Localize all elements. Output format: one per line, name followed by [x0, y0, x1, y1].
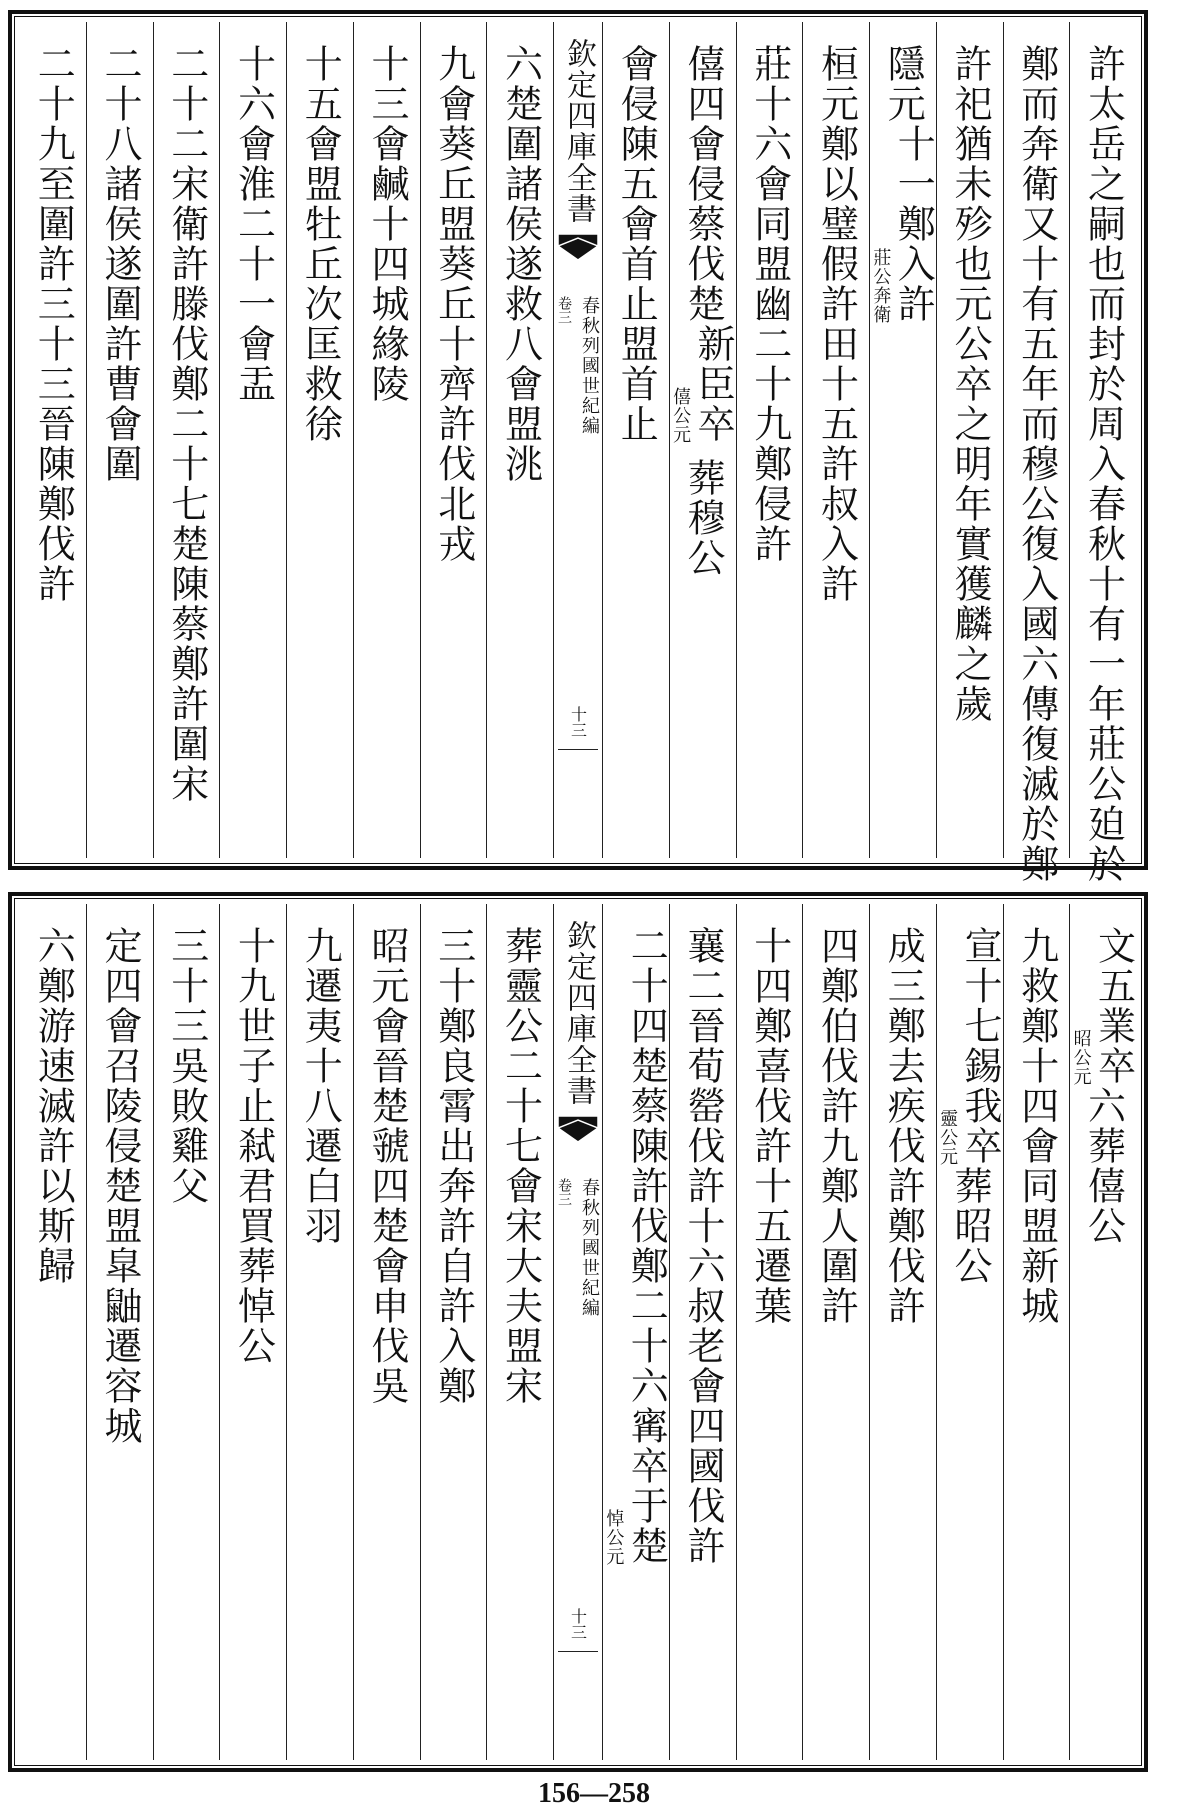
entry-text: 二十二宋衛許滕伐鄭二十七楚陳蔡鄭許圍宋 [164, 44, 209, 804]
text-column [936, 904, 1003, 1760]
text-column [602, 22, 669, 858]
text-column [86, 904, 153, 1760]
text-column [869, 22, 936, 858]
column-stack [231, 926, 276, 1760]
entry-text: 莊十六會同盟幽 [747, 44, 792, 324]
entry-row [431, 324, 476, 564]
leaf-number: 十三 [568, 1608, 588, 1640]
entry-text: 二十七會宋 [498, 1046, 543, 1246]
entry-row [814, 364, 859, 604]
entry-text: 會侵陳 [614, 44, 659, 164]
column-stack [937, 926, 1002, 1760]
entry-text: 大夫盟宋 [498, 1246, 543, 1406]
work-title: 春秋列國世紀編 [579, 1178, 600, 1318]
entry-row [364, 204, 409, 404]
annotation-note: 僖公元 [670, 387, 692, 444]
entry-text: 僖四會侵蔡伐楚 [681, 44, 726, 324]
entry-text: 隱元 [881, 44, 926, 124]
column-stack [498, 926, 543, 1760]
entry-row [30, 284, 75, 604]
column-stack [1014, 926, 1059, 1760]
text-column [153, 904, 220, 1760]
entry-text: 襄二晉荀罃伐許 [681, 926, 726, 1206]
column-stack [814, 926, 859, 1760]
entry-row [747, 324, 792, 564]
entry-text: 許太岳之嗣也而封於周入春秋十有一年莊公廹於 [1081, 44, 1126, 884]
entry-row [747, 44, 792, 324]
fishtail-mark-icon [558, 1116, 598, 1142]
text-column [1069, 22, 1136, 884]
text-column [86, 22, 153, 858]
entry-text: 九救鄭 [1014, 926, 1059, 1046]
column-stack [670, 44, 735, 858]
entry-text: 成三鄭去疾伐許 [881, 926, 926, 1206]
entry-text: 桓元鄭以璧假許田 [814, 44, 859, 364]
text-column [669, 904, 736, 1760]
column-stack [747, 926, 792, 1760]
text-column [420, 22, 487, 858]
entry-text: 盟首止 [614, 324, 659, 444]
text-column [802, 904, 869, 1760]
entry-text: 十四會同盟新城 [1014, 1046, 1059, 1326]
entry-text: 二十九至圍許 [31, 44, 76, 284]
entry-row [498, 44, 543, 324]
entry-row [1014, 44, 1059, 884]
entry-row [364, 1326, 409, 1406]
entry-text: 四楚會申 [365, 1166, 410, 1326]
upper-columns [20, 22, 1136, 884]
entry-row [680, 44, 725, 324]
column-stack [947, 44, 992, 858]
gutter-rule [558, 749, 598, 750]
entry-text: 十六叔老會四國伐許 [681, 1206, 726, 1566]
annotation-note: 悼公元 [603, 1509, 625, 1566]
column-stack [680, 926, 725, 1760]
lower-columns [20, 904, 1136, 1760]
column-stack [814, 44, 859, 858]
entry-row [613, 324, 658, 444]
entry-text: 昭元會晉楚虢 [365, 926, 410, 1166]
entry-row [97, 1326, 142, 1446]
entry-text: 宣十七錫我卒 [957, 926, 1002, 1166]
column-stack [1014, 44, 1059, 884]
entry-text: 許祀猶未殄也元公卒之明年實獲麟之歲 [948, 44, 993, 724]
entry-text: 葬悼公 [231, 1246, 276, 1366]
entry-row [498, 1046, 543, 1246]
column-stack [297, 926, 342, 1760]
entry-text: 六葬僖公 [1081, 1086, 1126, 1246]
entry-row [814, 1126, 859, 1326]
entry-text: 六楚圍諸侯遂救 [498, 44, 543, 324]
entry-row [680, 926, 725, 1206]
juan-label: 卷三 [556, 296, 572, 324]
annotation-note: 靈公元 [937, 1109, 959, 1166]
entry-text: 三十三吳敗雞父 [164, 926, 209, 1206]
center-gutter [553, 22, 602, 858]
text-column [602, 904, 669, 1760]
text-column [486, 22, 553, 858]
column-stack [30, 926, 75, 1760]
lower-page [8, 892, 1148, 1772]
entry-text: 九鄭人圍許 [814, 1126, 859, 1326]
entry-row [747, 926, 792, 1166]
entry-row [231, 926, 276, 1246]
column-stack [364, 926, 409, 1760]
entry-row [431, 44, 476, 324]
entry-row [947, 44, 992, 724]
entry-row [814, 44, 859, 364]
text-column [219, 904, 286, 1760]
entry-row [880, 44, 925, 124]
entry-text: 文五業卒 [1091, 926, 1136, 1086]
text-column [1003, 22, 1070, 884]
entry-text: 十四城緣陵 [365, 204, 410, 404]
text-column [153, 22, 220, 858]
fishtail-mark-icon [558, 234, 598, 260]
center-gutter [553, 904, 602, 1760]
entry-row [297, 44, 342, 444]
column-stack [97, 926, 142, 1760]
entry-row [164, 44, 209, 804]
entry-row [604, 926, 669, 1566]
entry-row [1071, 926, 1136, 1086]
column-stack [604, 926, 669, 1760]
annotation-note: 昭公元 [1070, 1029, 1092, 1086]
column-stack [431, 44, 476, 858]
entry-text: 三十三晉陳鄭伐許 [31, 284, 76, 604]
column-stack [30, 44, 75, 858]
work-title-block [554, 296, 602, 436]
entry-text: 十八遷白羽 [298, 1046, 343, 1246]
page-number: 156—258 [538, 1778, 650, 1809]
column-stack [871, 44, 936, 858]
entry-row [1081, 1086, 1126, 1246]
entry-row [880, 1206, 925, 1326]
text-column [353, 904, 420, 1760]
entry-text: 十三會鹹 [365, 44, 410, 204]
column-stack [1071, 926, 1136, 1760]
work-title: 春秋列國世紀編 [579, 296, 600, 436]
entry-row [231, 204, 276, 404]
entry-row [1014, 1046, 1059, 1326]
text-column [1069, 904, 1136, 1760]
column-stack [297, 44, 342, 858]
entry-text: 葬穆公 [681, 458, 726, 578]
entry-row [364, 44, 409, 204]
column-stack [747, 44, 792, 858]
leaf-number: 十三 [568, 706, 588, 738]
text-column [20, 904, 86, 1760]
entry-text: 十一鄭入許 [891, 124, 936, 324]
entry-row [613, 164, 658, 324]
entry-text: 十五會盟牡丘次匡救徐 [298, 44, 343, 444]
entry-row [680, 1206, 725, 1566]
entry-row [814, 926, 859, 1126]
entry-text: 十四鄭喜伐許 [747, 926, 792, 1166]
text-column [286, 904, 353, 1760]
annotation-note: 莊公奔衛 [870, 248, 892, 324]
entry-row [364, 926, 409, 1166]
entry-text: 十五遷葉 [747, 1166, 792, 1326]
entry-row [937, 926, 1002, 1166]
entry-text: 伐吳 [365, 1326, 410, 1406]
entry-text: 葬靈公 [498, 926, 543, 1046]
column-stack [880, 926, 925, 1760]
entry-text: 十九世子止弒君買 [231, 926, 276, 1246]
column-stack [613, 44, 658, 858]
entry-text: 二十一會盂 [231, 204, 276, 404]
column-stack [498, 44, 543, 858]
juan-label: 卷三 [556, 1178, 572, 1206]
text-column [736, 22, 803, 858]
entry-row [670, 324, 735, 444]
text-column [669, 22, 736, 858]
entry-row [364, 1166, 409, 1326]
entry-text: 鄭而奔衛又十有五年而穆公復入國六傳復滅於鄭 [1014, 44, 1059, 884]
entry-text: 定四會召陵侵楚盟皐鼬 [98, 926, 143, 1326]
entry-text: 二十八諸侯遂圍許曹會圍 [98, 44, 143, 484]
entry-text: 九遷夷 [298, 926, 343, 1046]
entry-row [164, 926, 209, 1206]
entry-text: 十齊許伐北戎 [431, 324, 476, 564]
text-column [802, 22, 869, 858]
entry-text: 九會葵丘盟葵丘 [431, 44, 476, 324]
text-column [420, 904, 487, 1760]
entry-text: 葬昭公 [948, 1166, 993, 1286]
entry-row [613, 44, 658, 164]
entry-row [871, 124, 936, 324]
text-column [736, 904, 803, 1760]
text-column [20, 22, 86, 858]
entry-text: 三十鄭良霄出奔許自許入鄭 [431, 926, 476, 1406]
book-title: 欽定四庫全書 [561, 38, 596, 224]
entry-row [880, 926, 925, 1206]
entry-row [97, 44, 142, 484]
column-stack [431, 926, 476, 1760]
text-column [286, 22, 353, 858]
entry-row [231, 1246, 276, 1366]
upper-page [8, 10, 1148, 884]
book-title: 欽定四庫全書 [561, 920, 596, 1106]
gutter-rule [558, 1651, 598, 1652]
entry-row [297, 926, 342, 1046]
entry-row [1081, 44, 1126, 884]
entry-text: 新臣卒 [690, 324, 735, 444]
entry-text: 四鄭伯伐許 [814, 926, 859, 1126]
entry-row [947, 1166, 992, 1286]
text-column [353, 22, 420, 858]
entry-row [498, 1246, 543, 1406]
column-stack [364, 44, 409, 858]
entry-row [747, 1166, 792, 1326]
entry-text: 遷容城 [98, 1326, 143, 1446]
entry-text: 二十九鄭侵許 [747, 324, 792, 564]
entry-row [30, 926, 75, 1286]
entry-row [431, 926, 476, 1406]
text-column [1003, 904, 1070, 1760]
entry-row [498, 926, 543, 1046]
entry-text: 八會盟洮 [498, 324, 543, 484]
column-stack [97, 44, 142, 858]
text-column [869, 904, 936, 1760]
column-stack [164, 44, 209, 858]
text-column [936, 22, 1003, 858]
entry-text: 十五許叔入許 [814, 364, 859, 604]
entry-text: 二十四楚蔡陳許伐鄭二十六寗卒于楚 [624, 926, 669, 1566]
entry-row [97, 926, 142, 1326]
entry-row [297, 1046, 342, 1246]
entry-text: 六鄭游速滅許以斯歸 [31, 926, 76, 1286]
entry-text: 五會首止 [614, 164, 659, 324]
entry-text: 鄭伐許 [881, 1206, 926, 1326]
work-title-block [554, 1178, 602, 1318]
text-column [486, 904, 553, 1760]
entry-row [498, 324, 543, 484]
entry-row [1014, 926, 1059, 1046]
text-column [219, 22, 286, 858]
entry-text: 十六會淮 [231, 44, 276, 204]
entry-row [30, 44, 75, 284]
entry-row [231, 44, 276, 204]
column-stack [231, 44, 276, 858]
column-stack [164, 926, 209, 1760]
column-stack [1081, 44, 1126, 884]
